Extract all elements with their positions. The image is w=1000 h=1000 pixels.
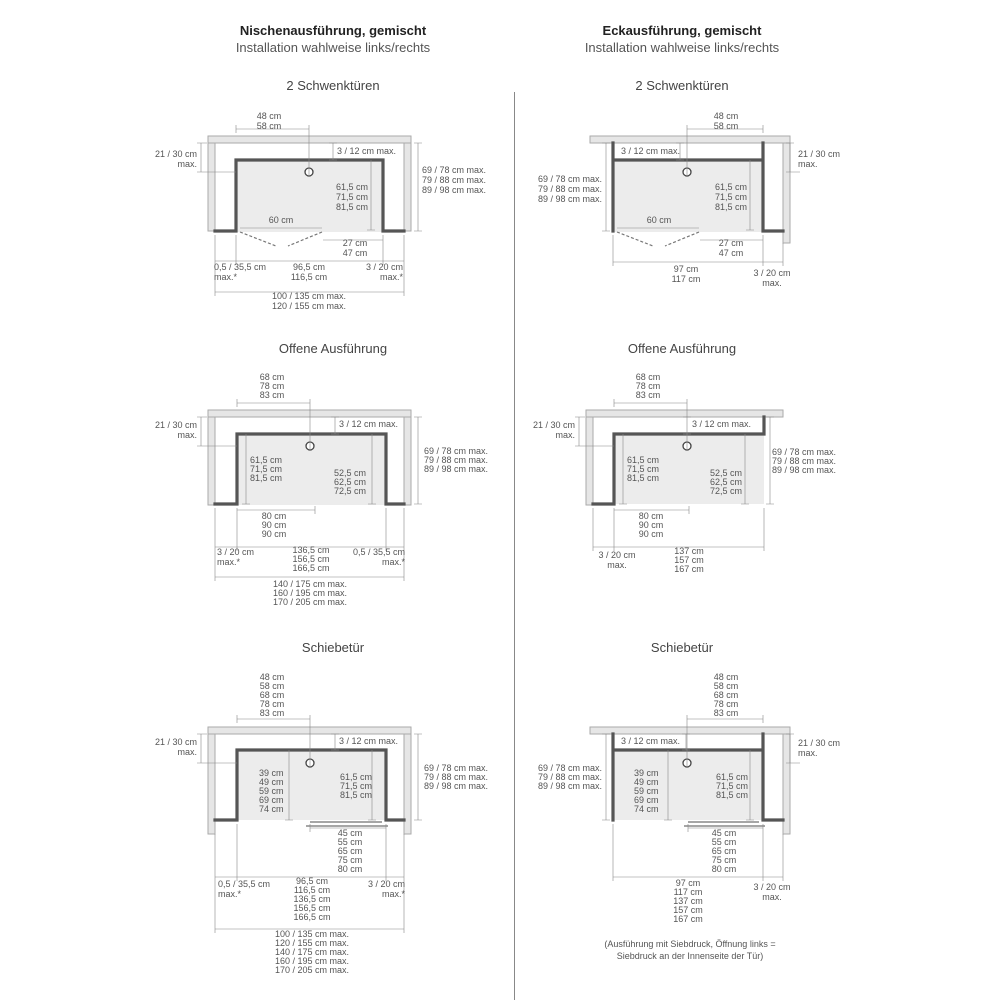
plan-corner-slide [538, 672, 840, 924]
right-wall [404, 417, 411, 505]
swing-door-right [665, 232, 699, 246]
label-inner-width: 136,5 cm 156,5 cm 166,5 cm [292, 545, 330, 573]
label-height-max: 69 / 78 cm max. 79 / 88 cm max. 89 / 98 cm max. [424, 763, 489, 791]
top-wall [208, 410, 411, 417]
label-drain-distance: 68 cm 78 cm 83 cm [259, 372, 285, 400]
label-tray-right: 52,5 cm 62,5 cm 72,5 cm [333, 468, 366, 496]
swing-door-right [288, 232, 322, 246]
right-subtitle: Installation wahlweise links/rechts [584, 40, 780, 55]
label-total-width: 100 / 135 cm max. 120 / 155 cm max. [271, 291, 347, 311]
section-title-swing-niche: 2 Schwenktüren [286, 78, 380, 93]
label-right-gap: 3 / 20 cm max. [753, 882, 791, 902]
plan-niche-open [155, 372, 488, 607]
plan-corner-swing [538, 111, 840, 288]
sliding-door [684, 822, 765, 826]
top-wall [590, 727, 790, 734]
right-wall [404, 143, 411, 231]
label-tray-left: 61,5 cm 71,5 cm 81,5 cm [627, 455, 660, 483]
label-height-max: 69 / 78 cm max. 79 / 88 cm max. 89 / 98 cm max. [537, 763, 602, 791]
right-title: Eckausführung, gemischt [602, 23, 762, 38]
label-left-gap: 3 / 20 cm max. [598, 550, 636, 570]
label-side-gap: 21 / 30 cm max. [154, 420, 197, 440]
plan-corner-open [533, 372, 836, 574]
label-left-gap: 3 / 20 cm max.* [217, 547, 255, 567]
label-right-gap: 0,5 / 35,5 cm max.* [352, 547, 405, 567]
label-drain-distance: 68 cm 78 cm 83 cm [635, 372, 661, 400]
label-inner-width: 96,5 cm 116,5 cm 136,5 cm 156,5 cm 166,5 cm [293, 876, 331, 922]
section-title-swing-corner: 2 Schwenktüren [635, 78, 729, 93]
label-side-gap: 21 / 30 cm max. [154, 149, 197, 169]
label-inner-width: 97 cm 117 cm [671, 264, 701, 284]
label-right-gap: 3 / 20 cm max.* [365, 262, 403, 282]
label-opening: 80 cm 90 cm 90 cm [261, 511, 287, 539]
top-wall [586, 410, 783, 417]
left-title: Nischenausführung, gemischt [239, 23, 427, 38]
label-side-gap: 21 / 30 cm max. [798, 738, 841, 758]
label-top-gap: 3 / 12 cm max. [339, 736, 399, 746]
footnote [540, 938, 840, 962]
top-wall [208, 727, 411, 734]
label-tray-depth: 61,5 cm 71,5 cm 81,5 cm [340, 772, 373, 800]
right-wall [783, 143, 790, 243]
label-drain-distance: 48 cm 58 cm 68 cm 78 cm 83 cm [713, 672, 739, 718]
footnote-line-1: (Ausführung mit Siebdruck, Öffnung links = [604, 939, 776, 949]
plan-niche-slide [155, 672, 488, 975]
label-inner-width: 96,5 cm 116,5 cm [290, 262, 328, 282]
label-left-gap: 0,5 / 35,5 cm max.* [218, 879, 271, 899]
label-top-gap: 3 / 12 cm max. [337, 146, 397, 156]
label-panel-left: 39 cm 49 cm 59 cm 69 cm 74 cm [634, 768, 659, 814]
label-tray-depth: 61,5 cm 71,5 cm 81,5 cm [714, 182, 747, 212]
label-top-gap: 3 / 12 cm max. [621, 736, 681, 746]
label-inner-width: 97 cm 117 cm 137 cm 157 cm 167 cm [673, 878, 703, 924]
label-tray-left: 61,5 cm 71,5 cm 81,5 cm [250, 455, 283, 483]
label-height-max: 69 / 78 cm max. 79 / 88 cm max. 89 / 98 cm max. [537, 174, 602, 204]
label-panel-left: 39 cm 49 cm 59 cm 69 cm 74 cm [259, 768, 284, 814]
top-wall [590, 136, 790, 143]
left-wall [586, 417, 593, 505]
swing-door-left [240, 232, 276, 246]
plan-niche-swing [155, 111, 486, 311]
label-opening: 80 cm 90 cm 90 cm [638, 511, 664, 539]
label-door-width: 45 cm 55 cm 65 cm 75 cm 80 cm [337, 828, 363, 874]
sliding-door [306, 822, 388, 826]
left-subtitle: Installation wahlweise links/rechts [235, 40, 431, 55]
label-left-gap: 0,5 / 35,5 cm max.* [214, 262, 267, 282]
label-drain-distance: 48 cm 58 cm [713, 111, 739, 131]
label-tray-depth: 61,5 cm 71,5 cm 81,5 cm [335, 182, 368, 212]
label-drain-distance: 48 cm 58 cm 68 cm 78 cm 83 cm [259, 672, 285, 718]
label-tray-right: 52,5 cm 62,5 cm 72,5 cm [709, 468, 742, 496]
label-height-max: 69 / 78 cm max. 79 / 88 cm max. 89 / 98 cm max. [772, 447, 837, 475]
top-wall [208, 136, 411, 143]
label-top-gap: 3 / 12 cm max. [692, 419, 752, 429]
label-tray-depth: 61,5 cm 71,5 cm 81,5 cm [716, 772, 749, 800]
label-side-gap: 21 / 30 cm max. [532, 420, 575, 440]
label-inner-width: 137 cm 157 cm 167 cm [674, 546, 704, 574]
label-door-width: 60 cm [646, 215, 672, 225]
label-total-width: 100 / 135 cm max. 120 / 155 cm max. 140 / 175 cm max. 160 / 195 cm max. 170 / 205 cm max. [274, 929, 350, 975]
label-fixed-panel: 27 cm 47 cm [342, 238, 368, 258]
label-fixed-panel: 27 cm 47 cm [718, 238, 744, 258]
label-top-gap: 3 / 12 cm max. [339, 419, 399, 429]
section-title-open-niche: Offene Ausführung [278, 341, 388, 356]
label-height-max: 69 / 78 cm max. 79 / 88 cm max. 89 / 98 cm max. [422, 165, 487, 195]
label-side-gap: 21 / 30 cm max. [798, 149, 841, 169]
label-drain-distance: 48 cm 58 cm [256, 111, 282, 131]
left-wall [208, 143, 215, 231]
section-title-slide-corner: Schiebetür [650, 640, 714, 655]
label-right-gap: 3 / 20 cm max.* [367, 879, 405, 899]
label-height-max: 69 / 78 cm max. 79 / 88 cm max. 89 / 98 cm max. [424, 446, 489, 474]
section-title-slide-niche: Schiebetür [301, 640, 365, 655]
label-door-width: 60 cm [268, 215, 294, 225]
label-door-width: 45 cm 55 cm 65 cm 75 cm 80 cm [711, 828, 737, 874]
swing-door-left [617, 232, 653, 246]
label-total-width: 140 / 175 cm max. 160 / 195 cm max. 170 / 205 cm max. [272, 579, 348, 607]
label-top-gap: 3 / 12 cm max. [621, 146, 681, 156]
label-side-gap: 21 / 30 cm max. [154, 737, 197, 757]
section-title-open-corner: Offene Ausführung [627, 341, 737, 356]
footnote-line-2: Siebdruck an der Innenseite der Tür) [616, 951, 764, 961]
left-wall [208, 417, 215, 505]
label-right-gap: 3 / 20 cm max. [753, 268, 791, 288]
